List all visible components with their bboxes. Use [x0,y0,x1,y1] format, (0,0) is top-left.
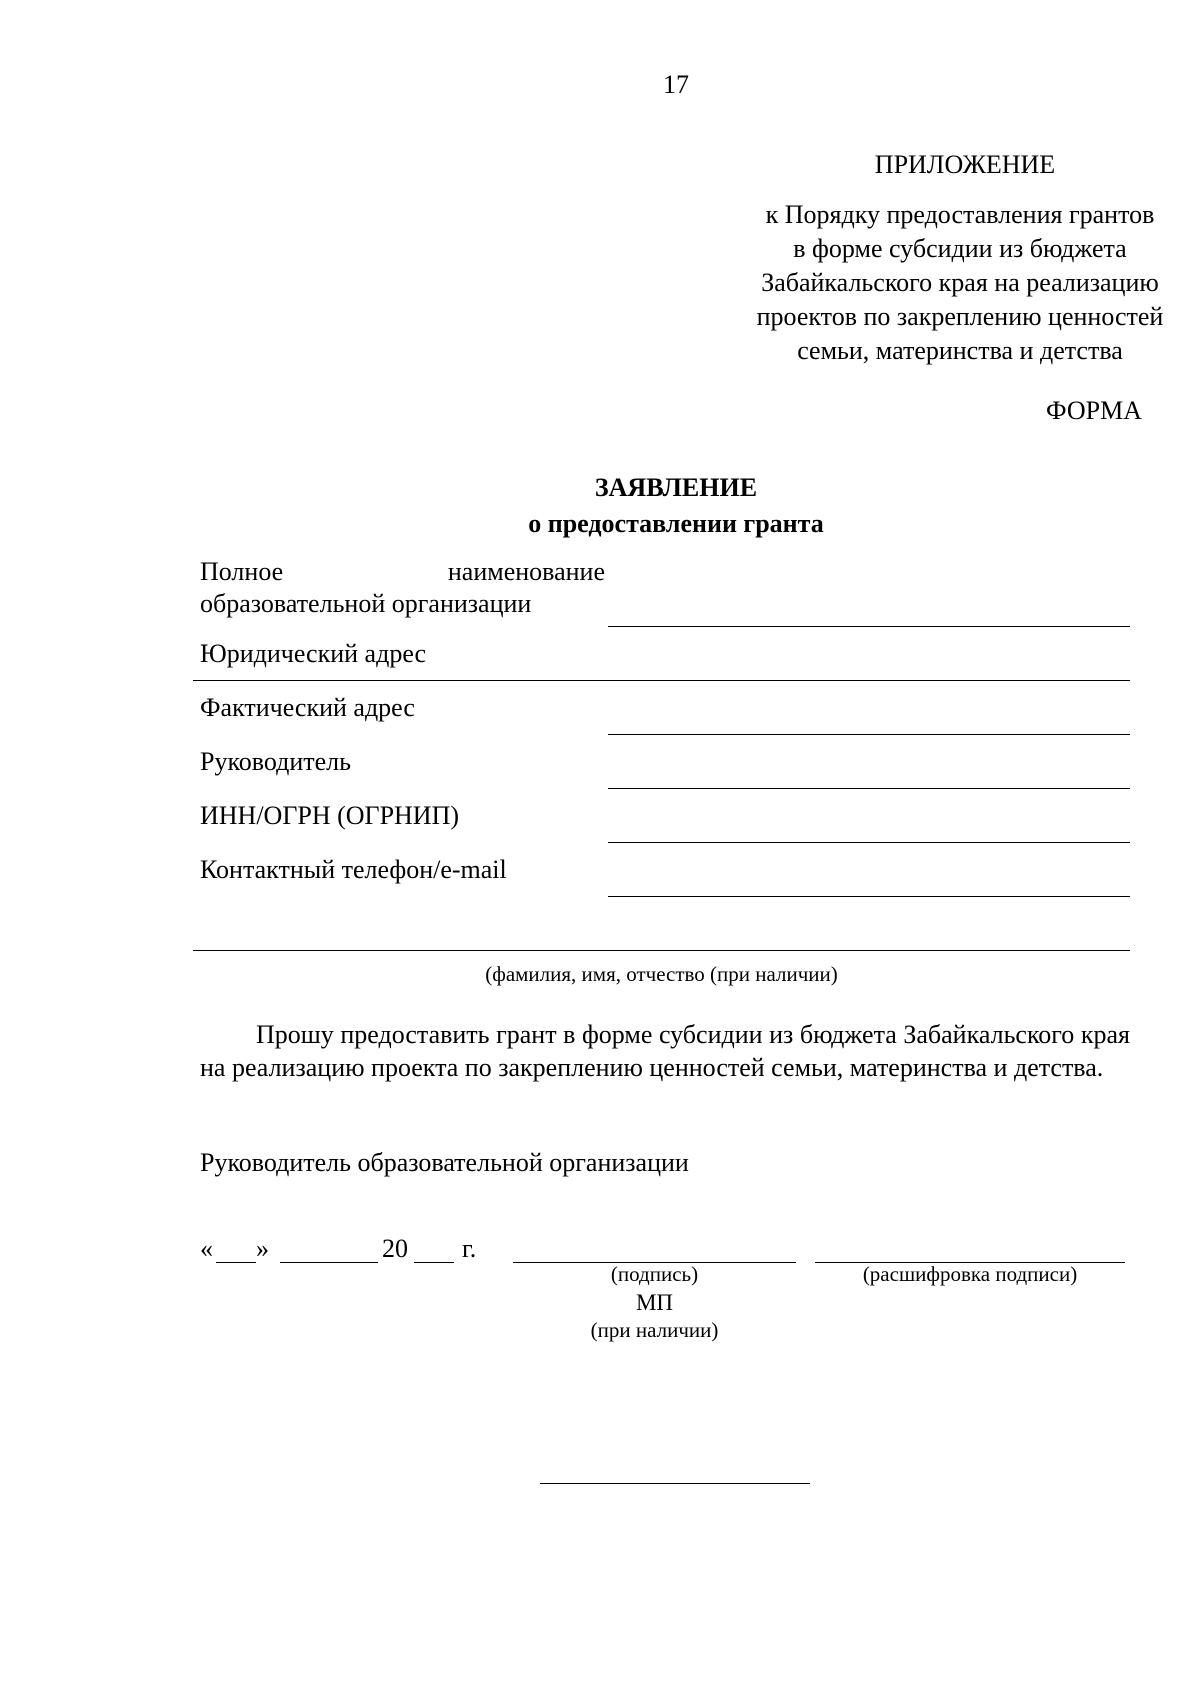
stamp-label: МП [635,1290,674,1315]
full-name-label-line2: образовательной организации [200,589,532,618]
contact-label: Контактный телефон/e-mail [200,855,507,884]
appendix-line: в форме субсидии из бюджета [793,234,1127,263]
contact-input-line[interactable] [608,896,1130,897]
inn-ogrn-input-line[interactable] [608,842,1130,843]
legal-address-input-line[interactable] [193,680,1130,681]
inn-ogrn-label: ИНН/ОГРН (ОГРНИП) [200,801,460,830]
signer-label: Руководитель образовательной организации [200,1148,689,1177]
page-number: 17 [663,70,689,99]
date-open-quote: « [200,1234,213,1263]
full-name-label [200,556,605,620]
fio-caption: (фамилия, имя, отчество (при наличии) [485,962,838,986]
appendix-line: к Порядку предоставления грантов [765,200,1155,229]
appendix-line: Забайкальского края на реализацию [761,268,1159,297]
appendix-line: семьи, материнства и детства [797,336,1123,365]
actual-address-label: Фактический адрес [200,693,415,722]
full-name-input-line[interactable] [608,626,1130,627]
date-day-line[interactable] [216,1262,256,1263]
stamp-caption: (при наличии) [590,1318,719,1342]
date-year-suffix: г. [462,1234,477,1263]
document-title [0,470,1200,542]
decoding-caption: (расшифровка подписи) [862,1262,1078,1286]
fio-input-line[interactable] [193,950,1130,951]
legal-address-label: Юридический адрес [200,639,427,668]
head-input-line[interactable] [608,788,1130,789]
date-year-prefix: 20 [382,1234,408,1263]
request-paragraph: Прошу предоставить грант в форме субсидии из бюджета Забайкальского края на реализацию проекта по закреплению ценностей семьи, материнства и детства. [200,1020,1130,1082]
date-year-line[interactable] [414,1262,454,1263]
appendix-line: проектов по закреплению ценностей [756,302,1164,331]
document-title-main: ЗАЯВЛЕНИЕ [594,473,758,502]
footer-separator [540,1483,810,1484]
document-subtitle: о предоставлении гранта [528,509,824,538]
full-name-label-line1: Полное наименование [200,557,605,586]
appendix-title: ПРИЛОЖЕНИЕ [874,150,1056,179]
date-close-quote: » [256,1234,269,1263]
head-label: Руководитель [200,747,351,776]
actual-address-input-line[interactable] [608,734,1130,735]
date-month-line[interactable] [280,1262,378,1263]
form-mark: ФОРМА [1046,396,1142,425]
appendix-reference [680,198,1200,368]
signature-caption: (подпись) [610,1262,699,1286]
